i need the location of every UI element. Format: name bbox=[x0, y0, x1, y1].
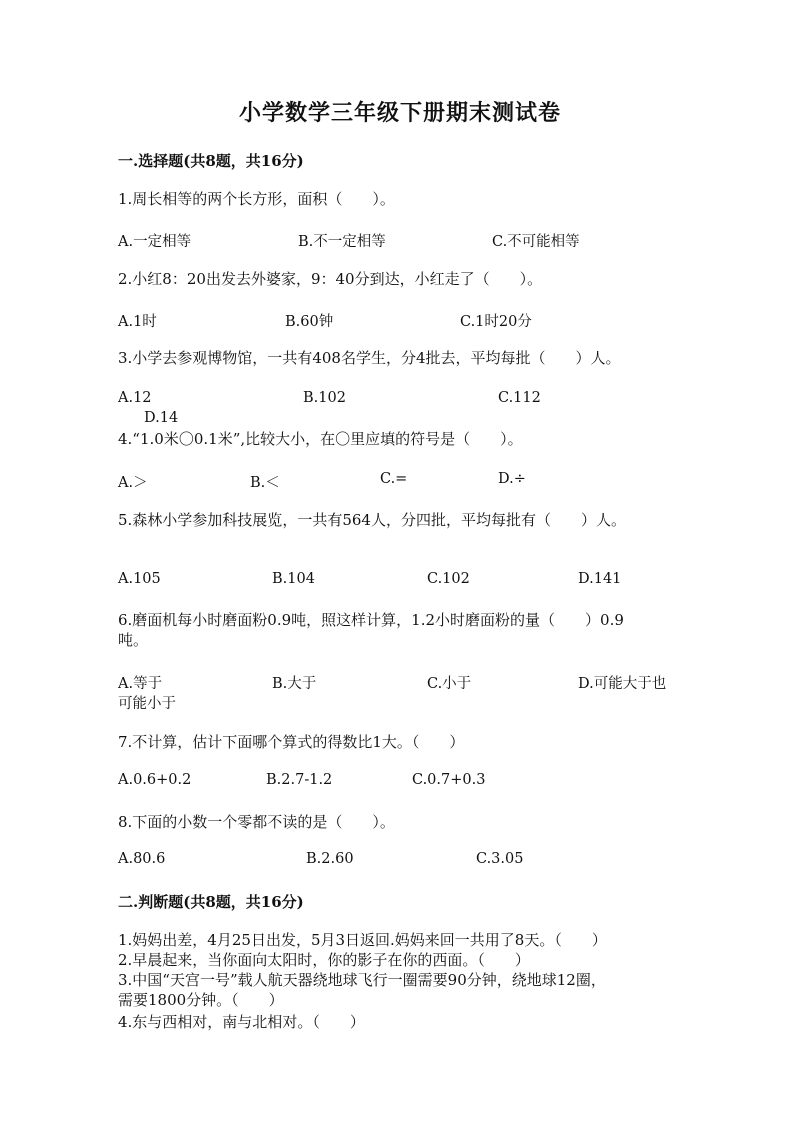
question-6-line2: 吨。 bbox=[118, 631, 149, 649]
q1-option-a: A.一定相等 bbox=[118, 234, 192, 250]
question-4: 4.“1.0米〇0.1米”,比较大小，在〇里应填的符号是（ ）。 bbox=[118, 430, 523, 448]
question-1: 1.周长相等的两个长方形，面积（ ）。 bbox=[118, 190, 395, 208]
q5-option-a: A.105 bbox=[118, 571, 161, 587]
question-5: 5.森林小学参加科技展览，一共有564人，分四批，平均每批有（ ）人。 bbox=[118, 511, 626, 529]
q2-option-c: C.1时20分 bbox=[460, 314, 532, 330]
q6-option-c: C.小于 bbox=[427, 676, 472, 692]
q4-option-b: B.＜ bbox=[250, 475, 280, 491]
q5-option-c: C.102 bbox=[427, 571, 470, 587]
q4-option-a: A.＞ bbox=[118, 475, 148, 491]
judge-item-3-line1: 3.中国“天宫一号”载人航天器绕地球飞行一圈需要90分钟，绕地球12圈， bbox=[118, 971, 606, 989]
q5-option-b: B.104 bbox=[272, 571, 315, 587]
q6-option-a: A.等于 bbox=[118, 676, 163, 692]
q4-option-d: D.÷ bbox=[498, 471, 526, 487]
q8-option-c: C.3.05 bbox=[476, 851, 524, 867]
q7-option-c: C.0.7+0.3 bbox=[412, 772, 486, 788]
q8-option-b: B.2.60 bbox=[306, 851, 354, 867]
q7-option-a: A.0.6+0.2 bbox=[118, 772, 192, 788]
q4-option-c: C.= bbox=[380, 471, 408, 487]
judge-item-3-line2: 需要1800分钟。（ ） bbox=[118, 991, 284, 1009]
q3-option-d: D.14 bbox=[144, 410, 179, 426]
q1-option-c: C.不可能相等 bbox=[492, 234, 580, 250]
question-3: 3.小学去参观博物馆，一共有408名学生，分4批去，平均每批（ ）人。 bbox=[118, 349, 621, 367]
q6-option-d: D.可能大于也 bbox=[578, 676, 667, 692]
q3-option-a: A.12 bbox=[118, 390, 152, 406]
q7-option-b: B.2.7-1.2 bbox=[266, 772, 333, 788]
judge-item-1: 1.妈妈出差，4月25日出发，5月3日返回.妈妈来回一共用了8天。（ ） bbox=[118, 931, 607, 949]
question-6-line1: 6.磨面机每小时磨面粉0.9吨，照这样计算，1.2小时磨面粉的量（ ）0.9 bbox=[118, 611, 624, 629]
q6-option-b: B.大于 bbox=[272, 676, 317, 692]
q3-option-b: B.102 bbox=[303, 390, 346, 406]
q6-option-d-cont: 可能小于 bbox=[118, 696, 176, 712]
q8-option-a: A.80.6 bbox=[118, 851, 166, 867]
q1-option-b: B.不一定相等 bbox=[298, 234, 386, 250]
section-heading-choice: 一.选择题(共8题，共16分) bbox=[118, 152, 304, 170]
question-7: 7.不计算，估计下面哪个算式的得数比1大。（ ） bbox=[118, 733, 465, 751]
q2-option-b: B.60钟 bbox=[285, 314, 334, 330]
page-title: 小学数学三年级下册期末测试卷 bbox=[238, 100, 561, 126]
judge-item-4: 4.东与西相对，南与北相对。（ ） bbox=[118, 1013, 365, 1031]
question-8: 8.下面的小数一个零都不读的是（ ）。 bbox=[118, 813, 395, 831]
judge-item-2: 2.早晨起来，当你面向太阳时，你的影子在你的西面。（ ） bbox=[118, 951, 530, 969]
q2-option-a: A.1时 bbox=[118, 314, 157, 330]
q5-option-d: D.141 bbox=[578, 571, 622, 587]
q3-option-c: C.112 bbox=[498, 390, 541, 406]
question-2: 2.小红8：20出发去外婆家，9：40分到达，小红走了（ ）。 bbox=[118, 270, 543, 288]
section-heading-judge: 二.判断题(共8题，共16分) bbox=[118, 893, 304, 911]
